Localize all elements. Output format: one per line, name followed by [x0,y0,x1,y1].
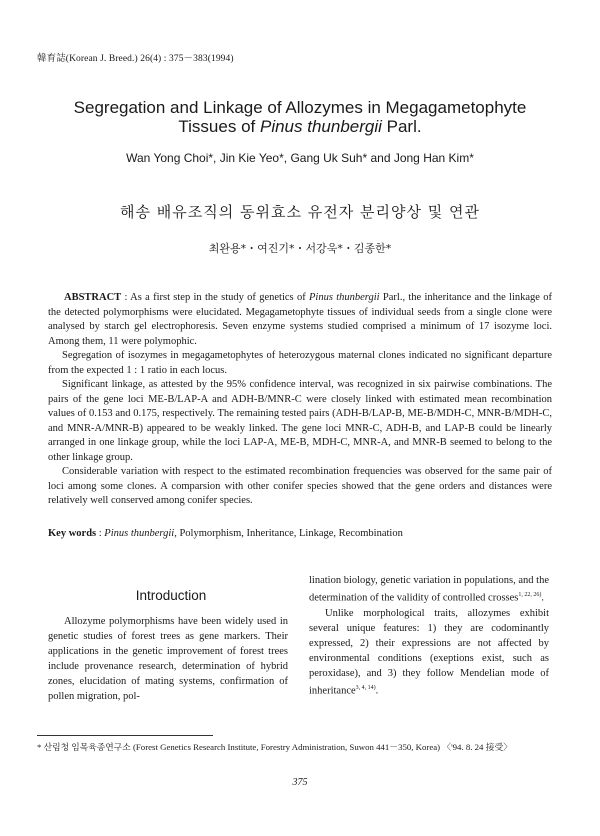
authors: Wan Yong Choi*, Jin Kie Yeo*, Gang Uk Suh* and Jong Han Kim* [126,151,474,165]
abstract [48,291,552,509]
abstract-paragraph: Segregation of isozymes in megagametophytes of heterozygous maternal clones indicated no significant departure from the expected 1 : 1 ratio in each locus. [48,350,552,376]
section-heading-introduction: Introduction [135,588,207,603]
abstract-paragraph: Significant linkage, as attested by the 95% confidence interval, was recognized in six pairwise combinations. The pairs of the gene loci ME-B/LAP-A and ADH-B/MNR-C were closely linked with estimated mean recombination values of 0.153 and 0.175, respectively. The remaining tested pairs (ADH-B/LAP-B, ME-B/MDH-C, MNR-B/MDH-C, and MNR-A/MNR-B) appeared to be weakly linked. The gene loci MNR-C, ADH-B, and LAP-B could be linearly arranged in one linkage group, while the loci LAP-A, ME-B, MDH-C, MNR-A, and MNR-B seemed to belong to the other linkage group. [48,379,552,463]
body-text-end: . [375,685,379,696]
paper-title-line-2 [40,117,560,136]
citation: 3, 4, 14) [355,684,376,691]
abstract-paragraph [48,291,552,349]
title-text: Tissues of [178,117,260,136]
korean-title: 해송 배유조직의 동위효소 유전자 분리양상 및 연관 [120,203,480,221]
abstract-paragraph: Considerable variation with respect to the estimated recombination frequencies was observed for the same pair of loci among some clones. A comparsion with other conifer species showed that the gene orders and distances were relatively well conserved among conifer species. [48,466,552,506]
page-number: 375 [292,777,308,788]
citation: 1, 22, 26) [518,592,542,598]
keywords-species: Pinus thunbergii [104,528,175,539]
body-column-right [309,573,549,698]
body-text: lination biology, genetic variation in populations, and the determination of the validity of controlled crosses [309,575,549,604]
korean-authors: 최완용*・여진기*・서강욱*・김종한* [208,242,392,255]
keywords-list: , Polymorphism, Inheritance, Linkage, Recombination [174,528,403,539]
abstract-species: Pinus thunbergii [309,292,380,303]
paper-title-line-1: Segregation and Linkage of Allozymes in Megagametophyte [73,98,527,117]
abstract-text: Parl., the inheritance and the linkage of the detected polymorphisms were elucidated. Megagametophyte tissues of individual seeds from a single clone were analysed by starch gel electrophoresis. Seven enzyme systems studied comprised a minimum of 17 isozyme loci. Among them, 11 were polymophic. [48,292,553,347]
footnote: * 산림청 임목육종연구소 (Forest Genetics Research Institute, Forestry Administration, Suwon 441－350, Korea) 〈'94. 8. 24 接受〉 [37,742,513,752]
title-text-end: Parl. [381,117,422,136]
title-species: Pinus thunbergii [259,117,382,136]
keywords-label: Key words [48,528,97,539]
body-paragraph [309,573,549,606]
keywords-sep: : [96,528,105,539]
body-text-end: . [541,592,544,604]
journal-header: 韓育誌(Korean J. Breed.) 26(4) : 375－383(1994) [37,54,234,64]
body-column-left [48,614,288,704]
abstract-text: : As a first step in the study of genetics of [121,292,309,303]
footnote-divider [37,735,213,736]
body-paragraph [309,606,549,699]
keywords [48,527,552,541]
abstract-label: ABSTRACT [64,292,122,303]
body-paragraph: Allozyme polymorphisms have been widely used in genetic studies of forest trees as gene markers. Their applications in the genetic improvement of forest trees include provenance research, determination of hybrid zones, elucidation of mating systems, confirmation of pollen migration, pol- [48,616,288,702]
body-text: Unlike morphological traits, allozymes exhibit several unique features: 1) they are codominantly expressed, 2) their expressions are not affected by environmental conditions (exeptions exist, such as peroxidase), and 3) they follow Mendelian mode of inheritance [309,607,549,696]
